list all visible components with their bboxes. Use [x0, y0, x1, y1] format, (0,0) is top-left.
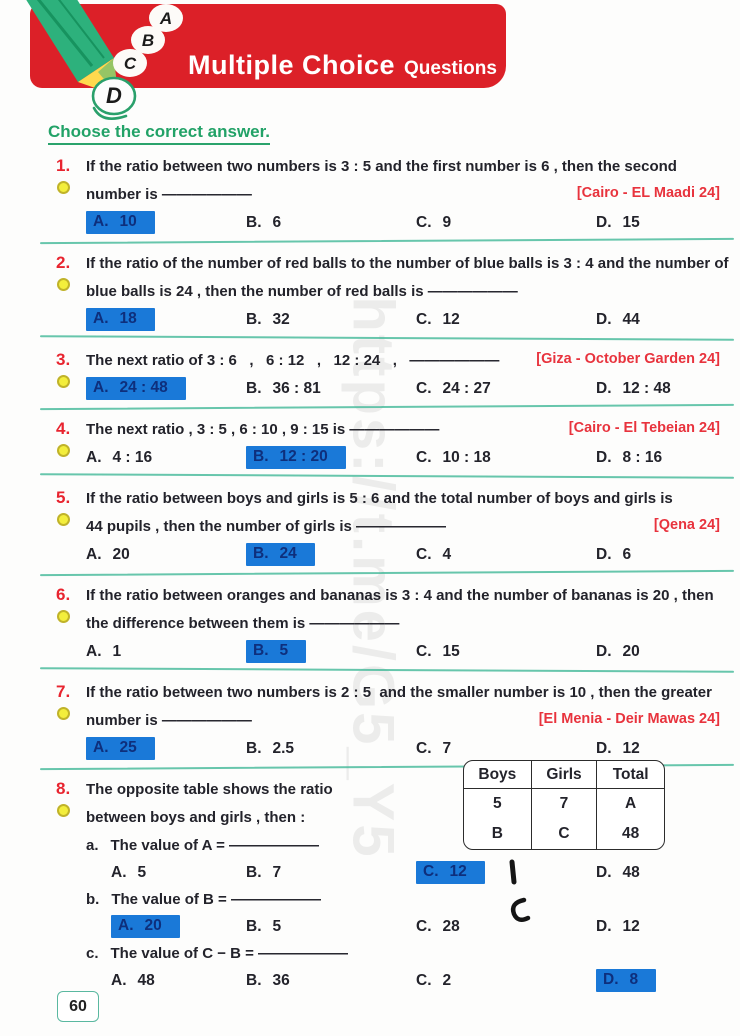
option-label: C. — [416, 448, 432, 466]
question-dot-icon — [57, 278, 70, 291]
option-value: 5 — [272, 917, 282, 935]
question-line — [86, 610, 720, 638]
option-c[interactable] — [416, 546, 451, 564]
option-value: 28 — [442, 917, 460, 935]
question-line — [86, 278, 729, 306]
watermark: https://t.me/G5_Y5 — [340, 296, 406, 860]
option-label: C. — [416, 213, 432, 231]
question — [56, 416, 720, 471]
options-row — [86, 913, 720, 940]
source-tag: [Cairo - EL Maadi 24] — [576, 185, 720, 201]
question-text: number is —————— — [86, 712, 252, 729]
question-number-column — [56, 582, 86, 665]
option-label: B. — [253, 448, 269, 465]
option-value: 5 — [137, 863, 147, 881]
ratio-table — [463, 760, 665, 850]
option-value: 12 — [442, 310, 460, 328]
table-cell: A — [625, 795, 637, 812]
option-value: 48 — [622, 863, 640, 881]
question-body — [86, 765, 720, 994]
option-label: C. — [416, 917, 432, 935]
table-cell: 48 — [622, 825, 640, 842]
option-label: A. — [118, 917, 134, 934]
question-number: 3. — [56, 350, 71, 369]
question-text: blue balls is 24 , then the number of red balls is —————— — [86, 283, 518, 300]
option-value: 24 — [279, 545, 297, 562]
option-a-selected[interactable] — [86, 377, 186, 400]
option-b[interactable] — [246, 311, 290, 329]
table-header-cell: Total — [597, 761, 664, 789]
option-label: D. — [596, 213, 612, 231]
option-value: 36 — [272, 971, 290, 989]
question-number: 5. — [56, 488, 71, 507]
question — [56, 485, 720, 568]
question-number: 4. — [56, 419, 71, 438]
option-d[interactable] — [596, 214, 640, 232]
options-row — [86, 306, 729, 333]
question-body — [86, 416, 720, 471]
option-value: 7 — [442, 739, 452, 757]
options-row — [86, 375, 720, 402]
option-b-selected[interactable] — [246, 640, 306, 663]
option-label: B. — [253, 545, 269, 562]
option-value: 12 : 20 — [279, 448, 328, 465]
question-list — [56, 153, 729, 994]
option-b[interactable] — [246, 740, 294, 758]
option-value: 2 — [442, 971, 452, 989]
option-c[interactable] — [416, 380, 491, 398]
option-a-selected[interactable] — [86, 211, 155, 234]
option-d[interactable] — [596, 311, 640, 329]
option-label: B. — [246, 971, 262, 989]
option-label: A. — [93, 739, 109, 756]
option-b[interactable] — [246, 918, 281, 936]
question-text: If the ratio of the number of red balls to the number of blue balls is 3 : 4 and the number of — [86, 255, 729, 272]
option-d[interactable] — [596, 864, 640, 882]
option-label: A. — [111, 863, 127, 881]
page-title-sub: Questions — [404, 58, 497, 79]
question-number-column — [56, 679, 86, 762]
source-tag: [Cairo - El Tebeian 24] — [568, 420, 720, 436]
question-number: 7. — [56, 682, 71, 701]
option-d[interactable] — [596, 449, 662, 467]
options-row — [86, 209, 720, 236]
subquestion-text: The value of C − B = —————— — [110, 945, 349, 962]
option-label: D. — [596, 379, 612, 397]
subquestion — [86, 886, 720, 913]
option-d[interactable] — [596, 546, 631, 564]
question-text: The next ratio , 3 : 5 , 6 : 10 , 9 : 15 is —————— — [86, 421, 440, 438]
question-number: 1. — [56, 156, 71, 175]
option-a-selected[interactable] — [86, 308, 155, 331]
question — [56, 153, 720, 236]
option-value: 36 : 81 — [272, 379, 321, 397]
question-text: If the ratio between two numbers is 2 : 5 and the smaller number is 10 , then the greater — [86, 684, 712, 701]
option-b[interactable] — [246, 972, 290, 990]
table-cell: 7 — [531, 789, 598, 819]
question-text: If the ratio between two numbers is 3 : 5 and the first number is 6 , then the second — [86, 158, 677, 175]
option-d[interactable] — [596, 643, 640, 661]
question-line — [86, 679, 720, 707]
option-label: B. — [246, 379, 262, 397]
table-header-cell: Girls — [531, 761, 598, 789]
option-d[interactable] — [596, 740, 640, 758]
option-value: 20 — [144, 917, 162, 934]
option-a[interactable] — [111, 972, 155, 990]
option-b[interactable] — [246, 864, 281, 882]
question-text: If the ratio between oranges and bananas is 3 : 4 and the number of bananas is 20 , then — [86, 587, 714, 604]
subquestion-text: The value of B = —————— — [111, 891, 321, 908]
svg-text:B: B — [141, 31, 155, 50]
question-number-column — [56, 250, 86, 333]
svg-text:D: D — [106, 83, 122, 108]
source-tag: [Giza - October Garden 24] — [536, 351, 720, 367]
table-cell: C — [531, 819, 598, 849]
question-line — [86, 416, 720, 444]
option-value: 44 — [622, 310, 640, 328]
question-number: 6. — [56, 585, 71, 604]
option-label: C. — [416, 971, 432, 989]
option-label: B. — [246, 863, 262, 881]
option-label: B. — [246, 739, 262, 757]
pen-mark — [496, 856, 552, 926]
option-value: 24 : 48 — [119, 379, 168, 396]
option-a[interactable] — [111, 864, 146, 882]
subquestion-text: The value of A = —————— — [110, 837, 320, 854]
subquestion-label: b. — [86, 891, 100, 908]
option-b[interactable] — [246, 380, 321, 398]
question-text: The next ratio of 3 : 6 , 6 : 12 , 12 : 24 , —————— — [86, 352, 500, 369]
option-b-selected[interactable] — [246, 543, 315, 566]
question-number-column — [56, 153, 86, 236]
question-dot-icon — [57, 513, 70, 526]
options-row — [86, 735, 720, 762]
question-dot-icon — [57, 181, 70, 194]
source-tag: [El Menia - Deir Mawas 24] — [538, 711, 720, 727]
question-number-column — [56, 485, 86, 568]
option-c[interactable] — [416, 740, 451, 758]
question-separator — [40, 404, 734, 410]
question — [56, 250, 729, 333]
option-label: C. — [416, 739, 432, 757]
option-value: 8 : 16 — [622, 448, 663, 466]
option-c[interactable] — [416, 643, 460, 661]
question-line — [86, 347, 720, 375]
question-body — [86, 153, 720, 236]
question-line — [86, 181, 720, 209]
option-label: D. — [596, 739, 612, 757]
option-value: 48 — [137, 971, 155, 989]
option-label: D. — [596, 917, 612, 935]
option-label: D. — [596, 863, 612, 881]
option-label: B. — [253, 642, 269, 659]
options-row — [86, 967, 720, 994]
option-value: 12 — [449, 863, 467, 880]
question-line — [86, 250, 729, 278]
question-separator — [40, 667, 734, 673]
option-value: 32 — [272, 310, 290, 328]
option-value: 25 — [119, 739, 137, 756]
option-c[interactable] — [416, 214, 451, 232]
question-body — [86, 582, 720, 665]
question-text: The opposite table shows the ratio — [86, 781, 333, 798]
option-label: B. — [246, 213, 262, 231]
option-label: A. — [93, 379, 109, 396]
option-label: A. — [86, 545, 102, 563]
option-value: 4 : 16 — [112, 448, 153, 466]
question-separator — [40, 570, 734, 576]
question-line — [86, 513, 720, 541]
option-value: 24 : 27 — [442, 379, 491, 397]
question-body — [86, 347, 720, 402]
option-value: 8 — [629, 971, 639, 988]
option-c[interactable] — [416, 972, 451, 990]
option-value: 9 — [442, 213, 452, 231]
option-label: D. — [596, 310, 612, 328]
subquestion-label: a. — [86, 837, 99, 854]
option-label: A. — [86, 448, 102, 466]
svg-text:C: C — [123, 54, 137, 73]
question-body — [86, 679, 720, 762]
table-header-cell: Boys — [464, 761, 531, 789]
option-value: 1 — [112, 642, 122, 660]
svg-text:A: A — [159, 9, 173, 28]
option-label: D. — [596, 642, 612, 660]
option-d-selected[interactable] — [596, 969, 656, 992]
page-title-main: Multiple Choice — [188, 50, 396, 80]
option-value: 15 — [442, 642, 460, 660]
option-label: D. — [596, 545, 612, 563]
question-dot-icon — [57, 804, 70, 817]
question — [56, 582, 720, 665]
option-label: A. — [111, 971, 127, 989]
option-value: 2.5 — [272, 739, 295, 757]
question-text: number is —————— — [86, 186, 252, 203]
subquestion — [86, 940, 720, 967]
option-d[interactable] — [596, 918, 640, 936]
option-a[interactable] — [86, 546, 130, 564]
question-number-column — [56, 416, 86, 471]
options-row — [86, 638, 720, 665]
table-cell: 5 — [493, 795, 502, 812]
option-b-selected[interactable] — [246, 446, 346, 469]
option-a[interactable] — [86, 449, 152, 467]
option-value: 10 — [119, 213, 137, 230]
option-a[interactable] — [86, 643, 121, 661]
page-number: 60 — [57, 991, 99, 1022]
question-line — [86, 582, 720, 610]
option-label: A. — [93, 213, 109, 230]
question-separator — [40, 335, 734, 341]
option-value: 12 — [622, 917, 640, 935]
option-label: C. — [416, 379, 432, 397]
option-c[interactable] — [416, 311, 460, 329]
question-line — [86, 485, 720, 513]
option-label: B. — [246, 917, 262, 935]
option-value: 12 : 48 — [622, 379, 671, 397]
question — [56, 765, 720, 994]
option-value: 6 — [622, 545, 632, 563]
option-label: C. — [416, 642, 432, 660]
option-value: 20 — [622, 642, 640, 660]
question-dot-icon — [57, 610, 70, 623]
question-dot-icon — [57, 707, 70, 720]
question-dot-icon — [57, 375, 70, 388]
option-value: 6 — [272, 213, 282, 231]
options-row — [86, 859, 720, 886]
question-separator — [40, 473, 734, 479]
option-label: C. — [416, 310, 432, 328]
options-row — [86, 444, 720, 471]
option-label: A. — [93, 310, 109, 327]
option-label: D. — [603, 971, 619, 988]
option-value: 12 — [622, 739, 640, 757]
option-d[interactable] — [596, 380, 671, 398]
question-number: 8. — [56, 779, 71, 798]
option-a-selected[interactable] — [111, 915, 180, 938]
option-c-selected[interactable] — [416, 861, 485, 884]
instruction: Choose the correct answer. — [48, 122, 270, 145]
subquestion-label: c. — [86, 945, 99, 962]
question-text: the difference between them is —————— — [86, 615, 400, 632]
option-value: 5 — [279, 642, 289, 659]
option-label: C. — [416, 545, 432, 563]
option-a-selected[interactable] — [86, 737, 155, 760]
option-b[interactable] — [246, 214, 281, 232]
question-number: 2. — [56, 253, 71, 272]
option-label: C. — [423, 863, 439, 880]
option-value: 4 — [442, 545, 452, 563]
option-label: D. — [596, 448, 612, 466]
question-body — [86, 250, 729, 333]
option-label: B. — [246, 310, 262, 328]
options-row — [86, 541, 720, 568]
option-value: 10 : 18 — [442, 448, 491, 466]
question — [56, 347, 720, 402]
question-line — [86, 153, 720, 181]
option-value: 7 — [272, 863, 282, 881]
question-text: If the ratio between boys and girls is 5 : 6 and the total number of boys and girls is — [86, 490, 673, 507]
question-number-column — [56, 776, 86, 994]
question-number-column — [56, 347, 86, 402]
option-c[interactable] — [416, 449, 491, 467]
option-value: 20 — [112, 545, 130, 563]
question-text: between boys and girls , then : — [86, 809, 306, 826]
question-separator — [40, 238, 734, 244]
question — [56, 679, 720, 762]
question-text: 44 pupils , then the number of girls is —————— — [86, 518, 447, 535]
source-tag: [Qena 24] — [653, 517, 720, 533]
question-line — [86, 707, 720, 735]
option-value: 18 — [119, 310, 137, 327]
option-c[interactable] — [416, 918, 460, 936]
question-body — [86, 485, 720, 568]
table-cell: B — [491, 825, 503, 842]
option-value: 15 — [622, 213, 640, 231]
option-label: A. — [86, 642, 102, 660]
question-dot-icon — [57, 444, 70, 457]
